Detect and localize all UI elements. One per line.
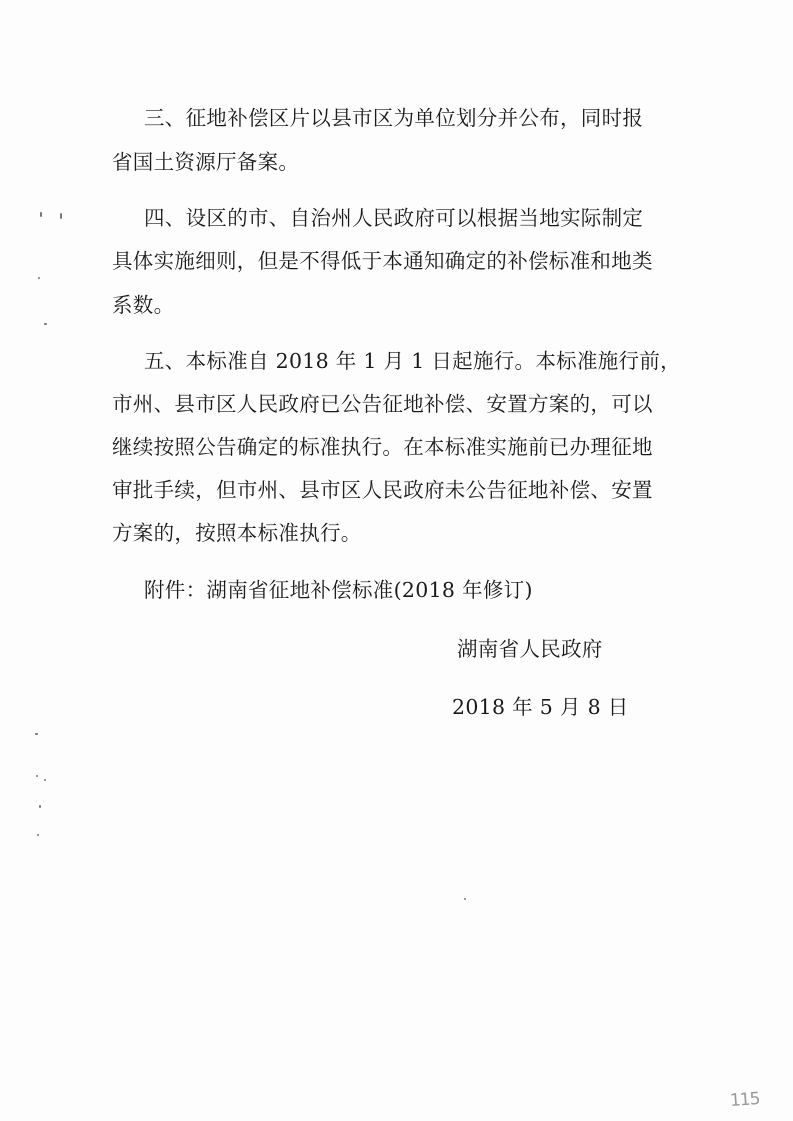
paragraph-5-line-2: 市州、县市区人民政府已公告征地补偿、安置方案的，可以	[112, 392, 653, 416]
scan-speck	[36, 775, 38, 777]
paragraph-5-line-5: 方案的，按照本标准执行。	[112, 521, 362, 545]
paragraph-4-line-2: 具体实施细则，但是不得低于本通知确定的补偿标准和地类	[112, 249, 653, 273]
issuer-name: 湖南省人民政府	[457, 637, 603, 661]
scan-speck	[35, 733, 38, 735]
scan-speck	[44, 779, 46, 781]
issue-date: 2018 年 5 月 8 日	[452, 695, 629, 719]
paragraph-5-line-1: 五、本标准自 2018 年 1 月 1 日起施行。本标准施行前，	[144, 349, 681, 373]
scan-speck	[40, 212, 42, 217]
paragraph-5-line-4: 审批手续，但市州、县市区人民政府未公告征地补偿、安置	[112, 478, 653, 502]
scan-speck	[38, 277, 40, 279]
handwritten-page-number: 115	[729, 1088, 761, 1112]
paragraph-5-line-3: 继续按照公告确定的标准执行。在本标准实施前已办理征地	[112, 435, 653, 459]
scan-speck	[37, 834, 39, 836]
scan-speck	[39, 805, 41, 808]
scan-speck	[60, 213, 62, 219]
scan-speck	[464, 898, 466, 900]
paragraph-3-line-1: 三、征地补偿区片以县市区为单位划分并公布，同时报	[144, 106, 644, 130]
attachment-note: 附件：湖南省征地补偿标准(2018 年修订)	[144, 578, 533, 602]
paragraph-3-line-2: 省国土资源厅备案。	[112, 150, 300, 174]
scan-speck	[44, 323, 47, 325]
paragraph-4-line-3: 系数。	[112, 293, 175, 317]
paragraph-4-line-1: 四、设区的市、自治州人民政府可以根据当地实际制定	[144, 206, 644, 230]
